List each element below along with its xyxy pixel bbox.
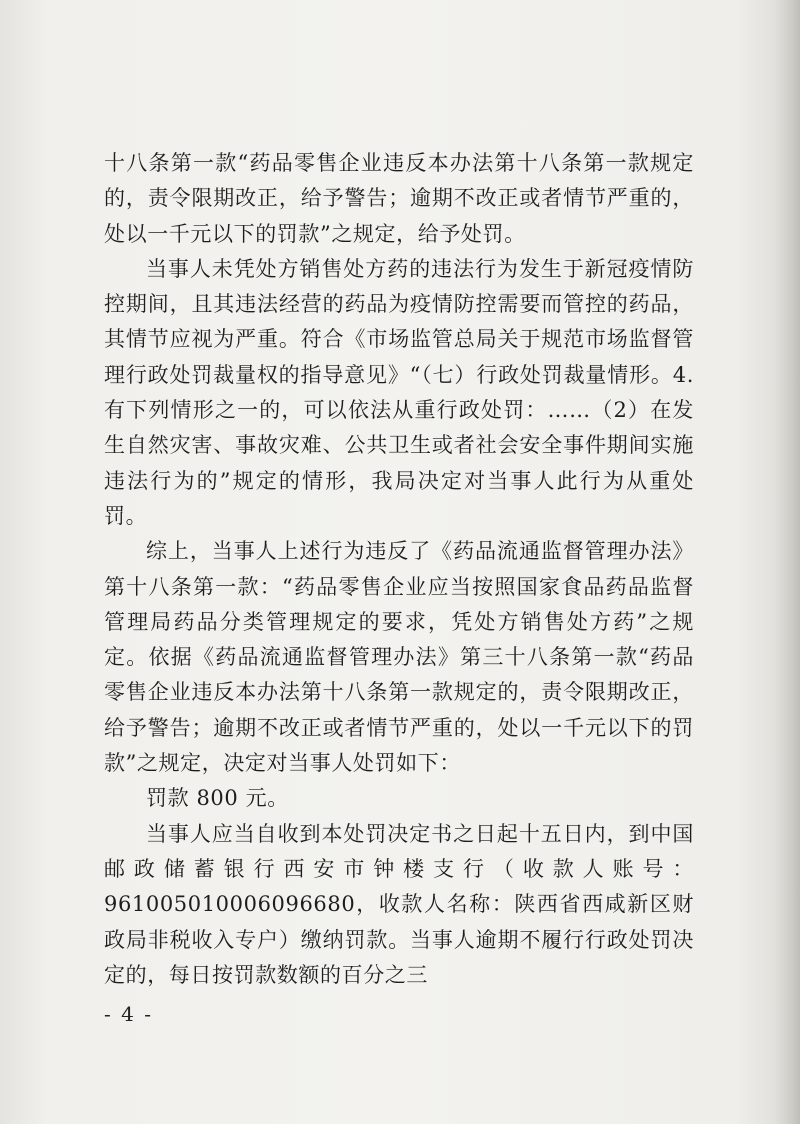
document-body — [104, 146, 694, 993]
paragraph-1: 十八条第一款“药品零售企业违反本办法第十八条第一款规定的，责令限期改正，给予警告；逾期不改正或者情节严重的，处以一千元以下的罚款”之规定，给予处罚。 — [104, 151, 694, 246]
paragraph-5: 当事人应当自收到本处罚决定书之日起十五日内，到中国邮政储蓄银行西安市钟楼支行（收款人账号：961005010006096680，收款人名称：陕西省西咸新区财政局非税收入专户）缴纳罚款。当事人逾期不履行行政处罚决定的，每日按罚款数额的百分之三 — [104, 821, 694, 987]
paragraph-3: 综上，当事人上述行为违反了《药品流通监督管理办法》第十八条第一款：“药品零售企业应当按照国家食品药品监督管理局药品分类管理规定的要求，凭处方销售处方药”之规定。依据《药品流通监督管理办法》第三十八条第一款“药品零售企业违反本办法第十八条第一款规定的，责令限期改正，给予警告；逾期不改正或者情节严重的，处以一千元以下的罚款”之规定，决定对当事人处罚如下： — [104, 539, 694, 776]
paragraph-2: 当事人未凭处方销售处方药的违法行为发生于新冠疫情防控期间，且其违法经营的药品为疫情防控需要而管控的药品，其情节应视为严重。符合《市场监管总局关于规范市场监督管理行政处罚裁量权的指导意见》“（七）行政处罚裁量情形。4. 有下列情形之一的，可以依法从重行政处罚：……（2）在发生自然灾害、事故灾难、公共卫生或者社会安全事件期间实施违法行为的”规定的情形，我局决定对当事人此行为从重处罚。 — [104, 256, 694, 528]
page-number: - 4 - — [104, 1002, 153, 1026]
paragraph-4: 罚款 800 元。 — [146, 786, 289, 811]
page-edge-shadow — [774, 0, 800, 1124]
